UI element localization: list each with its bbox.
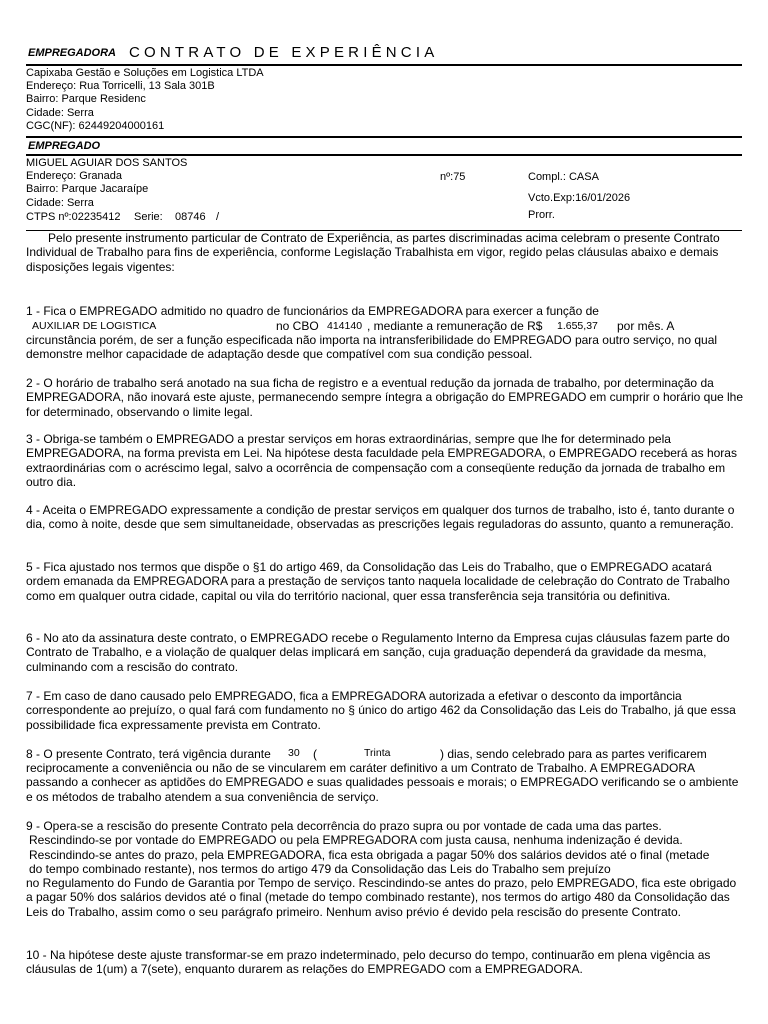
employee-rule-top [26, 136, 742, 138]
intro-paragraph: Pelo presente instrumento particular de Contrato de Experiência, as partes discriminadas acima celebram o presente Contrato Individual de Trabalho para fins de experiência, conforme Legislação Trabalhista em vigor, regido pelas cláusulas abaixo e demais disposições legais vigentes: [26, 231, 720, 274]
clause-4: 4 - Aceita o EMPREGADO expressamente a condição de prestar serviços em qualquer dos turnos de trabalho, isto é, tanto durante o dia, como à noite, desde que sem simultaneidade, observadas as prescrições legais reguladoras do assunto, quanto a remuneração. [26, 503, 735, 532]
clause-8-open-paren: ( [313, 747, 317, 761]
employee-block [26, 157, 187, 210]
clause-10: 10 - Na hipótese deste ajuste transformar-se em prazo indeterminado, pelo decurso do tempo, continuarão em plena vigência as cláusulas de 1(um) a 7(sete), enquanto durarem as relações do EMPREGADO com a EMPREGADORA. [26, 948, 711, 977]
clause-1-salary: 1.655,37 [557, 320, 598, 332]
clause-3: 3 - Obriga-se também o EMPREGADO a prestar serviços em horas extraordinárias, sempre que lhe for determinado pela EMPREGADORA, na forma prevista em Lei. Na hipótese desta faculdade pela EMPREGADORA, o EMPREGADO receberá as horas extraordinárias com o acréscimo legal, salvo a ocorrência de compensação com a conseqüente redução da jornada de trabalho em outro dia. [26, 432, 737, 489]
clause-2: 2 - O horário de trabalho será anotado na sua ficha de registro e a eventual redução da jornada de trabalho, por determinação da EMPREGADORA, não inovará este ajuste, permanecendo sempre íntegra a obrigação do EMPREGADO em cumprir o horário que lhe for determinado, observando o limite legal. [26, 376, 744, 419]
clause-1-pay-text: , mediante a remuneração de R$ [367, 319, 543, 333]
employee-compl: Compl.: CASA [528, 171, 599, 183]
employee-prorr: Prorr. [528, 209, 555, 221]
clause-7: 7 - Em caso de dano causado pelo EMPREGADO, fica a EMPREGADORA autorizada a efetivar o desconto da importância correspondente ao prejuízo, o qual fará com fundamento no § único do artigo 462 da Consolidação das Leis do Trabalho, já que essa possibilidade fica expressamente prevista em Contrato. [26, 689, 736, 732]
employee-serie: 08746 [175, 211, 206, 223]
clause-6: 6 - No ato da assinatura deste contrato, o EMPREGADO recebe o Regulamento Interno da Empresa cujas cláusulas fazem parte do Contrato de Trabalho, e a violação de qualquer delas implicará em sanção, cuja graduação dependerá da gravidade da mesma, culminando com a rescisão do contrato. [26, 631, 730, 674]
clause-1-line-1: 1 - Fica o EMPREGADO admitido no quadro de funcionários da EMPREGADORA para exercer a função de [26, 304, 599, 318]
clause-9 [26, 819, 746, 919]
clause-9-line-5: no Regulamento do Fundo de Garantia por Tempo de serviço. Rescindindo-se antes do prazo, pelo EMPREGADO, fica este obrigado a pagar 50% dos salários devidos até o final (metade do tempo combinado restante), nos termos do artigo 480 da Consolidação das Leis do Trabalho, assim como o seu parágrafo primeiro. Nenhum aviso prévio é devido pela rescisão do presente Contrato. [26, 876, 737, 919]
employee-ctps: CTPS nº:02235412 [26, 211, 121, 223]
employer-name: Capixaba Gestão e Soluções em Logistica LTDA [26, 67, 264, 79]
clause-1-per-month: por mês. A [617, 319, 675, 333]
header-rule [26, 64, 742, 66]
clause-5: 5 - Fica ajustado nos termos que dispõe o §1 do artigo 469, da Consolidação das Leis do Trabalho, que o EMPREGADO acatará ordem emanada da EMPREGADORA para a prestação de serviços tanto naquela localidade de celebração do Contrato de Trabalho como em qualquer outra cidade, capital ou vila do território nacional, quer essa transferência seja transitória ou definitiva. [26, 560, 730, 603]
clause-9-line-2: Rescindindo-se por vontade do EMPREGADO ou pela EMPREGADORA com justa causa, nenhuma indenização é devida. [29, 833, 683, 848]
document-title: CONTRATO DE EXPERIÊNCIA [129, 44, 439, 61]
clause-1 [26, 304, 746, 318]
clause-8-rest: reciprocamente a conveniência ou não de se vincularem em caráter definitivo a um Contrato de Trabalho. A EMPREGADORA passando a conhecer as aptidões do EMPREGADO e suas qualidades pessoais e morais; o EMPREGADO verificando se o ambiente e os métodos de trabalho atendem a sua conveniência de serviço. [26, 761, 739, 804]
clause-1-cbo: 414140 [327, 320, 363, 332]
employee-serie-slash: / [216, 211, 220, 223]
employer-city: Cidade: Serra [26, 106, 94, 119]
clause-8-days-words: Trinta [364, 747, 391, 759]
employer-header-label: EMPREGADORA [28, 47, 117, 59]
employee-address: Endereço: Granada [26, 170, 123, 183]
employee-vcto: Vcto.Exp:16/01/2026 [528, 192, 631, 204]
employee-serie-label: Serie: [134, 211, 163, 223]
employee-rule-bottom [26, 154, 742, 156]
clause-9-line-4: do tempo combinado restante), nos termos do artigo 479 da Consolidação das Leis do Trabalho sem prejuízo [29, 861, 611, 876]
clause-9-line-3: Rescindindo-se antes do prazo, pela EMPREGADORA, fica esta obrigada a pagar 50% dos salários devidos até o final (metade [29, 847, 710, 862]
clause-8-start: 8 - O presente Contrato, terá vigência durante [26, 747, 271, 761]
employee-header-label: EMPREGADO [28, 140, 101, 152]
employee-name: MIGUEL AGUIAR DOS SANTOS [26, 157, 188, 169]
employee-number: nº:75 [440, 171, 466, 183]
clause-1-cbo-label: no CBO [276, 319, 319, 333]
clause-9-line-1: 9 - Opera-se a rescisão do presente Contrato pela decorrência do prazo supra ou por vontade de cada uma das partes. [26, 819, 662, 833]
employee-city: Cidade: Serra [26, 196, 94, 209]
employer-block [26, 67, 264, 133]
clause-1-role: AUXILIAR DE LOGISTICA [32, 320, 157, 332]
clause-8-close: ) dias, sendo celebrado para as partes verificarem [440, 747, 707, 761]
employer-address: Endereço: Rua Torricelli, 13 Sala 301B [26, 80, 215, 93]
employer-district: Bairro: Parque Residenc [26, 93, 146, 106]
employer-cgc: CGC(NF): 62449204000161 [26, 119, 165, 132]
clause-8-days: 30 [288, 747, 300, 759]
employee-district: Bairro: Parque Jacaraípe [26, 183, 149, 196]
clause-1-rest: circunstância porém, de ser a função especificada não importa na intransferibilidade do EMPREGADO para outro serviço, no qual demonstre melhor capacidade de adaptação desde que compatível com sua condição pessoal. [26, 333, 718, 362]
